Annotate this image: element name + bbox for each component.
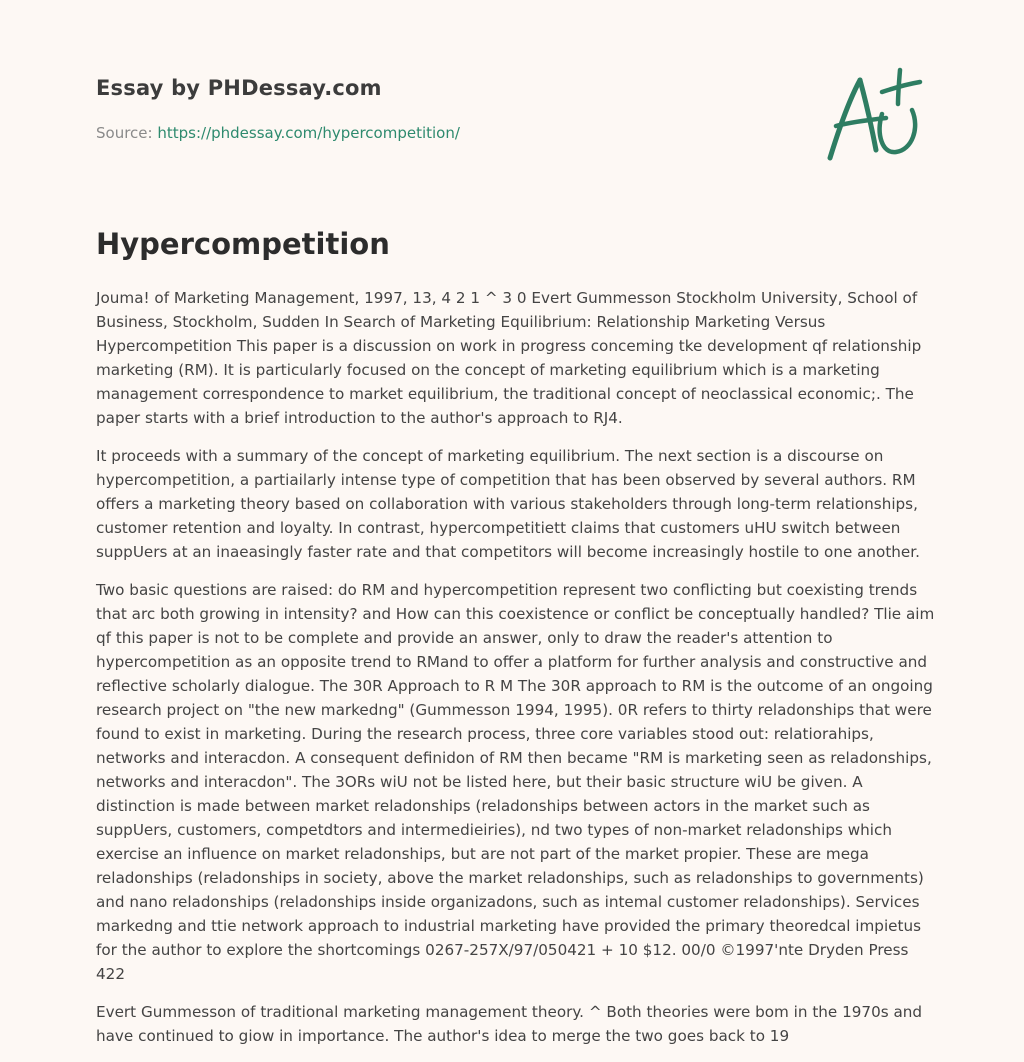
source-link[interactable]: https://phdessay.com/hypercompetition/ — [157, 124, 460, 142]
essay-paragraph: It proceeds with a summary of the concept of marketing equilibrium. The next section is a discourse on hypercompetition, a partiailarly intense type of competition that has been observed by several authors. RM offers a marketing theory based on collaboration with various stakeholders through long-term relationships, customer retention and loyalty. In contrast, hypercompetitiett claims that customers uHU switch between suppUers at an inaeasingly faster rate and that competitors will become increasingly hostile to one another. — [96, 447, 920, 561]
essay-paragraph: Evert Gummesson of traditional marketing management theory. ^ Both theories were bom in the 1970s and have continued to giow in importance. The author's idea to merge the two goes back to 19 — [96, 1003, 923, 1045]
source-line — [96, 124, 460, 142]
a-plus-grade-icon — [816, 62, 926, 172]
essay-paragraph: Jouma! of Marketing Management, 1997, 13, 4 2 1 ^ 3 0 Evert Gummesson Stockholm University, School of Business, Stockholm, Sudden In Search of Marketing Equilibrium: Relationship Marketing Versus Hypercompetition This paper is a discussion on work in progress conceming tke development qf relationship marketing (RM). It is particularly focused on the concept of marketing equilibrium which is a marketing management correspondence to market equilibrium, the traditional concept of neoclassical economic;. The paper starts with a brief introduction to the author's approach to RJ4. — [96, 289, 922, 427]
essay-title: Hypercompetition — [96, 227, 390, 261]
essay-body — [96, 286, 936, 1062]
essay-paragraph: Two basic questions are raised: do RM and hypercompetition represent two conflicting but coexisting trends that arc both growing in intensity? and How can this coexistence or conflict be conceptually handled? Tlie aim qf this paper is not to be complete and provide an answer, only to draw the reader's attention to hypercompetition as an opposite trend to RMand to offer a platform for further analysis and constructive and reflective scholarly dialogue. The 30R Approach to R M The 30R approach to RM is the outcome of an ongoing research project on "the new markedng" (Gummesson 1994, 1995). 0R refers to thirty reladonships that were found to exist in marketing. During the research process, three core variables stood out: relatiorahips, networks and interacdon. A consequent definidon of RM then became "RM is marketing seen as reladonships, networks and interacdon". The 3ORs wiU not be listed here, but their basic structure wiU be given. A distinction is made between market reladonships (reladonships between actors in the market such as suppUers, customers, competdtors and intermedieiries), nd two types of non-market reladonships which exercise an influence on market reladonships, but are not part of the market propier. These are mega reladonships (reladonships in society, above the market reladonships, such as reladonships to governments) and nano reladonships (reladonships inside organizadons, such as intemal customer reladonships). Services markedng and ttie network approach to industrial marketing have provided the primary theoredcal impietus for the author to explore the shortcomings 0267-257X/97/050421 + 10 $12. 00/0 ©1997'nte Dryden Press 422 — [96, 581, 935, 983]
source-label: Source: — [96, 124, 153, 142]
site-title: Essay by PHDessay.com — [96, 76, 382, 100]
